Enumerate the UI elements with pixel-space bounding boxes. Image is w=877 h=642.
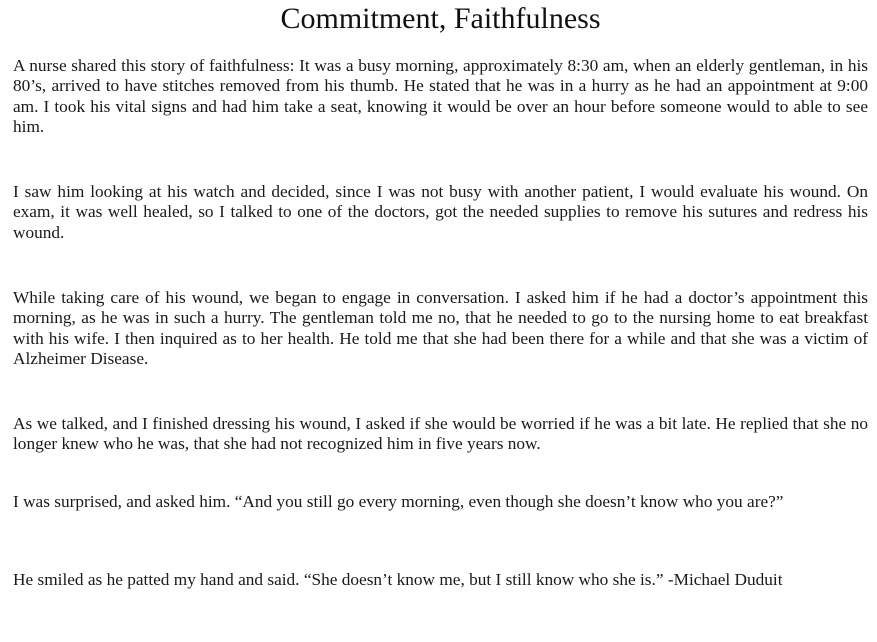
paragraph-4: As we talked, and I finished dressing his wound, I asked if she would be worried if he was a bit late. He replied that she no longer knew who he was, that she had not recognized him in five years now.: [13, 414, 868, 454]
paragraph-6: He smiled as he patted my hand and said. “She doesn’t know me, but I still know who she is.” -Michael Duduit: [13, 570, 783, 589]
paragraph-2: I saw him looking at his watch and decided, since I was not busy with another patient, I would evaluate his wound. On exam, it was well healed, so I talked to one of the doctors, got the needed supplies to remove his sutures and redress his wound.: [13, 182, 868, 242]
paragraph-5: I was surprised, and asked him. “And you still go every morning, even though she doesn’t know who you are?”: [13, 492, 784, 511]
paragraph-1: A nurse shared this story of faithfulness: It was a busy morning, approximately 8:30 am, when an elderly gentleman, in his 80’s, arrived to have stitches removed from his thumb. He stated that he was in a hurry as he had an appointment at 9:00 am. I took his vital signs and had him take a seat, knowing it would be over an hour before someone would to able to see him.: [13, 56, 868, 136]
title-block: [13, 0, 868, 37]
paragraph-3: While taking care of his wound, we began to engage in conversation. I asked him if he had a doctor’s appointment this morning, as he was in such a hurry. The gentleman told me no, that he needed to go to the nursing home to eat breakfast with his wife. I then inquired as to her health. He told me that she had been there for a while and that she was a victim of Alzheimer Disease.: [13, 288, 868, 368]
document-title: Commitment, Faithfulness: [280, 2, 601, 35]
